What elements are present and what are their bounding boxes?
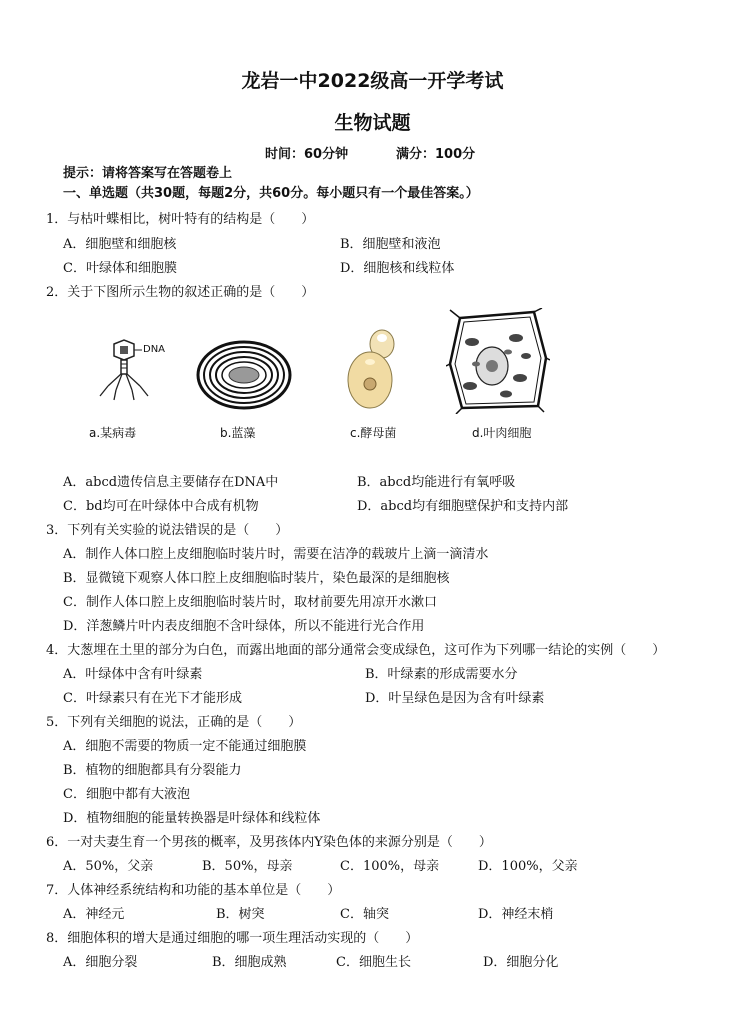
q1-option-c: C．叶绿体和细胞膜 bbox=[63, 261, 177, 276]
caption-yeast: c.酵母菌 bbox=[350, 426, 397, 440]
q3-option-a: A．制作人体口腔上皮细胞临时装片时，需要在洁净的载玻片上滴一滴清水 bbox=[63, 547, 489, 562]
q5-option-c: C．细胞中都有大液泡 bbox=[63, 787, 190, 802]
question-1-stem: 1．与枯叶蝶相比，树叶特有的结构是（ ） bbox=[46, 212, 315, 227]
leaf-cell-illustration bbox=[446, 308, 550, 414]
q1-option-b: B．细胞壁和液泡 bbox=[340, 237, 441, 252]
q2-option-c: C．bd均可在叶绿体中合成有机物 bbox=[63, 499, 259, 514]
q1-option-a: A．细胞壁和细胞核 bbox=[63, 237, 177, 252]
q8-option-b: B．细胞成熟 bbox=[212, 955, 287, 970]
question-7-stem: 7．人体神经系统结构和功能的基本单位是（ ） bbox=[46, 883, 341, 898]
q3-option-b: B．显微镜下观察人体口腔上皮细胞临时装片，染色最深的是细胞核 bbox=[63, 571, 450, 586]
q4-option-b: B．叶绿素的形成需要水分 bbox=[365, 667, 518, 682]
caption-cyanobacteria: b.蓝藻 bbox=[220, 426, 256, 440]
q7-option-c: C．轴突 bbox=[340, 907, 389, 922]
caption-leaf-cell: d.叶肉细胞 bbox=[472, 426, 532, 440]
dna-label: DNA bbox=[143, 344, 166, 355]
caption-virus: a.某病毒 bbox=[89, 426, 137, 440]
q2-option-a: A．abcd遗传信息主要储存在DNA中 bbox=[63, 475, 279, 490]
q4-option-a: A．叶绿体中含有叶绿素 bbox=[63, 667, 203, 682]
q8-option-d: D．细胞分化 bbox=[483, 955, 559, 970]
q6-option-a: A．50%，父亲 bbox=[63, 859, 154, 874]
question-2-stem: 2．关于下图所示生物的叙述正确的是（ ） bbox=[46, 285, 315, 300]
q6-option-c: C．100%，母亲 bbox=[340, 859, 440, 874]
q6-option-b: B．50%，母亲 bbox=[202, 859, 293, 874]
question-3-stem: 3．下列有关实验的说法错误的是（ ） bbox=[46, 523, 289, 538]
q3-option-d: D．洋葱鳞片叶内表皮细胞不含叶绿体，所以不能进行光合作用 bbox=[63, 619, 425, 634]
q3-option-c: C．制作人体口腔上皮细胞临时装片时，取材前要先用凉开水漱口 bbox=[63, 595, 437, 610]
q7-option-d: D．神经末梢 bbox=[478, 907, 554, 922]
section-heading: 一、单选题（共30题，每题2分，共60分。每小题只有一个最佳答案。） bbox=[63, 186, 479, 201]
q1-option-d: D．细胞核和线粒体 bbox=[340, 261, 455, 276]
exam-subtitle: 生物试题 bbox=[334, 112, 411, 134]
q6-option-d: D．100%，父亲 bbox=[478, 859, 578, 874]
exam-score: 满分：100分 bbox=[396, 147, 476, 162]
q8-option-c: C．细胞生长 bbox=[336, 955, 411, 970]
q2-option-b: B．abcd均能进行有氧呼吸 bbox=[357, 475, 516, 490]
q4-option-c: C．叶绿素只有在光下才能形成 bbox=[63, 691, 242, 706]
question-6-stem: 6．一对夫妻生育一个男孩的概率，及男孩体内Y染色体的来源分别是（ ） bbox=[46, 835, 492, 850]
question-5-stem: 5．下列有关细胞的说法，正确的是（ ） bbox=[46, 715, 302, 730]
cyanobacteria-illustration bbox=[196, 340, 292, 410]
exam-title: 龙岩一中2022级高一开学考试 bbox=[241, 70, 504, 92]
q5-option-a: A．细胞不需要的物质一定不能通过细胞膜 bbox=[63, 739, 307, 754]
q5-option-b: B．植物的细胞都具有分裂能力 bbox=[63, 763, 242, 778]
exam-tip: 提示：请将答案写在答题卷上 bbox=[63, 166, 233, 181]
yeast-illustration bbox=[344, 328, 400, 410]
q7-option-b: B．树突 bbox=[216, 907, 265, 922]
exam-time: 时间：60分钟 bbox=[265, 147, 349, 162]
question-4-stem: 4．大葱埋在土里的部分为白色，而露出地面的部分通常会变成绿色，这可作为下列哪一结论的实例（ ） bbox=[46, 643, 666, 658]
q7-option-a: A．神经元 bbox=[63, 907, 125, 922]
question-8-stem: 8．细胞体积的增大是通过细胞的哪一项生理活动实现的（ ） bbox=[46, 931, 419, 946]
q4-option-d: D．叶呈绿色是因为含有叶绿素 bbox=[365, 691, 545, 706]
q8-option-a: A．细胞分裂 bbox=[63, 955, 138, 970]
q5-option-d: D．植物细胞的能量转换器是叶绿体和线粒体 bbox=[63, 811, 321, 826]
q2-option-d: D．abcd均有细胞壁保护和支持内部 bbox=[357, 499, 569, 514]
